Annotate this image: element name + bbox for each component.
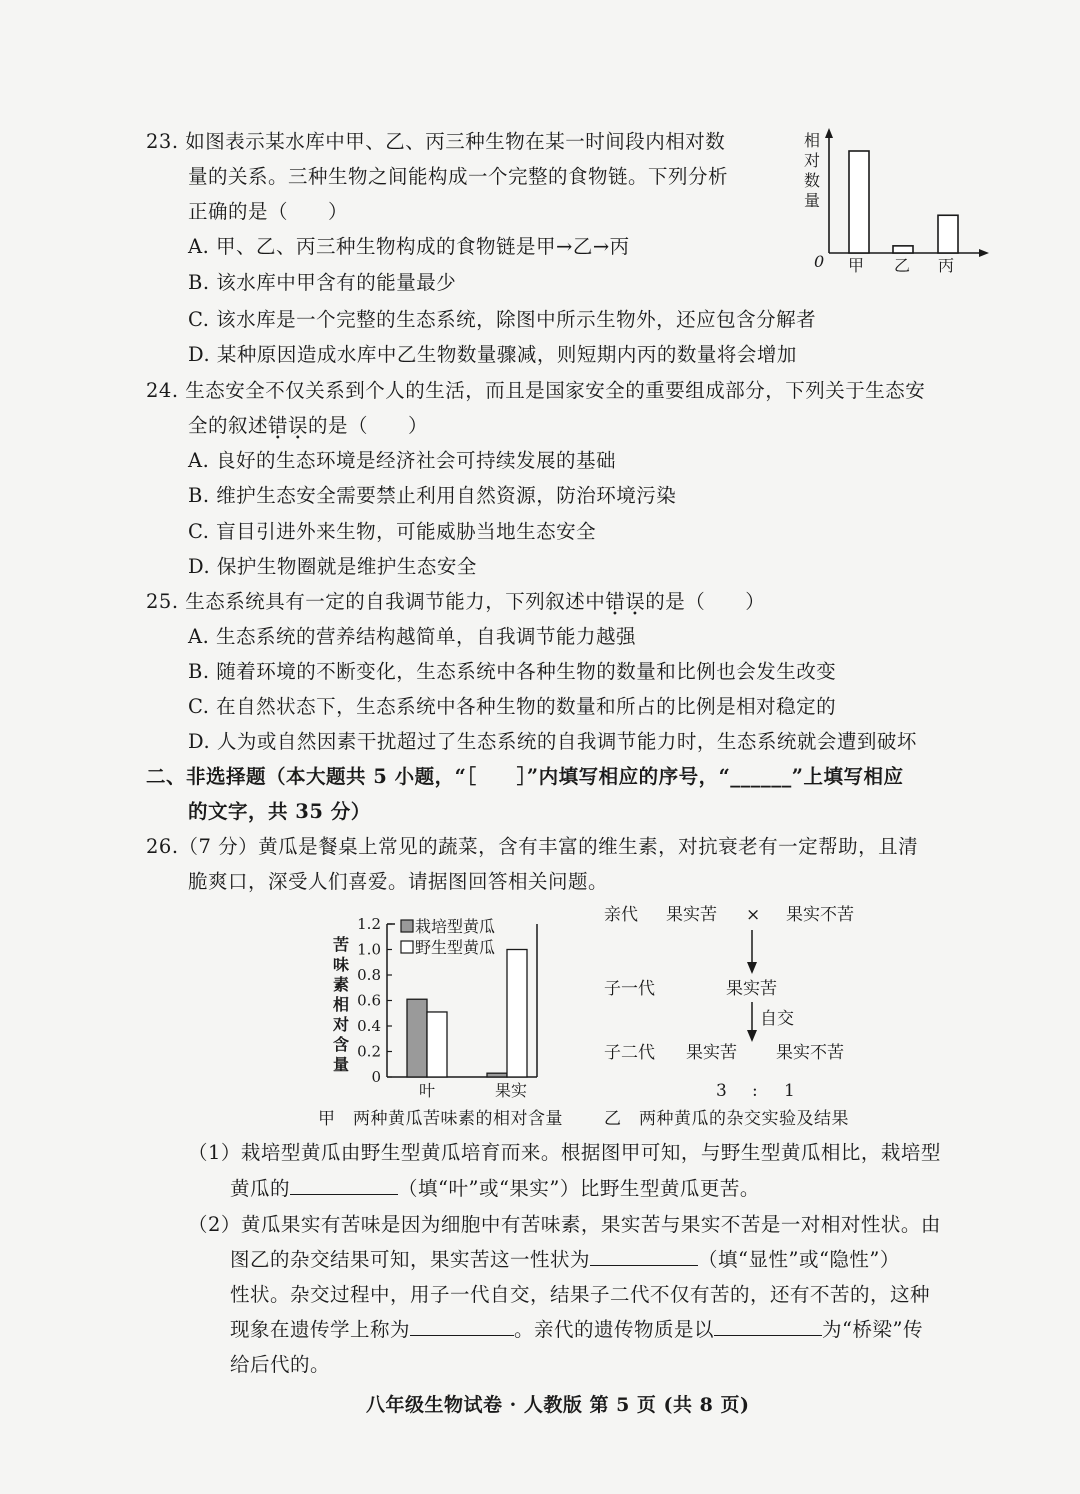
q24-option-d: D. 保护生物圈就是维护生态安全 bbox=[188, 555, 477, 578]
yi-f2-label: 子二代 bbox=[604, 1043, 655, 1063]
jia-ytick-label: 0.6 bbox=[357, 991, 381, 1010]
jia-bar-wild-果实 bbox=[507, 950, 527, 1078]
q25-option-d: D. 人为或自然因素干扰超过了生态系统的自我调节能力时，生态系统就会遭到破坏 bbox=[188, 730, 917, 753]
q23-ylabel-char: 相 bbox=[804, 131, 821, 150]
q24-stem-line2: 全的叙述错误的是（ ） bbox=[188, 414, 429, 437]
q23-bar-甲 bbox=[849, 151, 869, 253]
answer-blank-2[interactable] bbox=[590, 1247, 698, 1266]
q23-option-a: A. 甲、乙、丙三种生物构成的食物链是甲→乙→丙 bbox=[188, 235, 630, 258]
q23-option-b: B. 该水库中甲含有的能量最少 bbox=[188, 271, 457, 294]
q26-fig-jia-chart bbox=[325, 910, 565, 1110]
q26-p2-line3: 性状。杂交过程中，用子一代自交，结果子二代不仅有苦的，还有不苦的，这种 bbox=[230, 1283, 931, 1306]
yi-f1: 果实苦 bbox=[726, 979, 777, 999]
q24-option-b: B. 维护生态安全需要禁止利用自然资源，防治环境污染 bbox=[188, 484, 677, 507]
yi-ratio-left: 3 bbox=[716, 1081, 727, 1100]
jia-ylabel-char: 素 bbox=[333, 975, 350, 994]
q26-p1-line1: （1）栽培型黄瓜由野生型黄瓜培育而来。根据图甲可知，与野生型黄瓜相比，栽培型 bbox=[188, 1141, 941, 1164]
jia-ytick-label: 0 bbox=[371, 1068, 381, 1086]
jia-ytick-label: 1.0 bbox=[357, 940, 381, 959]
yi-p-label: 亲代 bbox=[604, 905, 638, 925]
jia-ytick-label: 0.8 bbox=[357, 966, 381, 984]
q23-y-arrow bbox=[825, 128, 833, 138]
yi-f2-right: 果实不苦 bbox=[776, 1043, 844, 1063]
q25-option-a: A. 生态系统的营养结构越简单，自我调节能力越强 bbox=[188, 625, 636, 648]
legend-swatch-wild bbox=[401, 941, 413, 953]
q24-stem-line1: 24. 生态安全不仅关系到个人的生活，而且是国家安全的重要组成部分，下列关于生态安 bbox=[146, 379, 926, 402]
jia-ylabel-char: 味 bbox=[333, 955, 350, 974]
q25-option-c: C. 在自然状态下，生态系统中各种生物的数量和所占的比例是相对稳定的 bbox=[188, 695, 837, 718]
jia-xlabel: 叶 bbox=[419, 1081, 436, 1100]
q23-ylabel-char: 量 bbox=[804, 191, 821, 210]
yi-p-right: 果实不苦 bbox=[786, 905, 854, 925]
q26-p1-line2: 黄瓜的 （填“叶”或“果实”）比野生型黄瓜更苦。 bbox=[230, 1177, 760, 1200]
q25-stem: 25. 生态系统具有一定的自我调节能力，下列叙述中错误的是（ ） bbox=[146, 590, 766, 613]
q23-xlabel: 甲 bbox=[848, 256, 865, 275]
legend-swatch-cultivated bbox=[401, 920, 413, 932]
q23-origin: 0 bbox=[814, 252, 825, 271]
q26-p2-line1: （2）黄瓜果实有苦味是因为细胞中有苦味素，果实苦与果实不苦是一对相对性状。由 bbox=[188, 1213, 941, 1236]
page-footer: 八年级生物试卷 · 人教版 第 5 页 (共 8 页) bbox=[366, 1394, 750, 1416]
fig-yi-caption: 乙 两种黄瓜的杂交实验及结果 bbox=[604, 1109, 849, 1129]
jia-xlabel: 果实 bbox=[495, 1081, 528, 1100]
jia-bar-cultivated-叶 bbox=[407, 999, 427, 1077]
jia-ytick-label: 1.2 bbox=[357, 915, 381, 933]
section2-heading-line1: 二、非选择题（本大题共 5 小题，“［ ］”内填写相应的序号，“______”上填写相应 bbox=[146, 765, 904, 788]
jia-ytick-label: 0.2 bbox=[357, 1042, 381, 1061]
jia-bar-wild-叶 bbox=[427, 1012, 447, 1077]
jia-ytick-label: 0.4 bbox=[357, 1017, 381, 1035]
q23-option-d: D. 某种原因造成水库中乙生物数量骤减，则短期内丙的数量将会增加 bbox=[188, 343, 797, 366]
yi-f1-label: 子一代 bbox=[604, 979, 655, 999]
q24-option-a: A. 良好的生态环境是经济社会可持续发展的基础 bbox=[188, 449, 616, 472]
answer-blank-3[interactable] bbox=[410, 1317, 514, 1336]
q23-option-c: C. 该水库是一个完整的生态系统，除图中所示生物外，还应包含分解者 bbox=[188, 308, 817, 331]
legend-cultivated: 栽培型黄瓜 bbox=[415, 917, 496, 936]
q26-p2-line4: 现象在遗传学上称为 。亲代的遗传物质是以 为“桥梁”传 bbox=[230, 1318, 923, 1341]
jia-ylabel-char: 苦 bbox=[333, 935, 350, 954]
q23-x-arrow bbox=[979, 249, 989, 257]
jia-ylabel-char: 相 bbox=[333, 995, 350, 1014]
q25-option-b: B. 随着环境的不断变化，生态系统中各种生物的数量和比例也会发生改变 bbox=[188, 660, 837, 683]
q23-ylabel-char: 数 bbox=[804, 171, 821, 190]
q23-xlabel: 丙 bbox=[938, 256, 955, 275]
answer-blank-4[interactable] bbox=[714, 1317, 822, 1336]
q26-p2-line2: 图乙的杂交结果可知，果实苦这一性状为 （填“显性”或“隐性”） bbox=[230, 1248, 900, 1271]
answer-blank-1[interactable] bbox=[290, 1176, 398, 1195]
q23-xlabel: 乙 bbox=[894, 256, 911, 275]
q23-stem-line3: 正确的是（ ） bbox=[188, 200, 349, 223]
fig-jia-caption: 甲 两种黄瓜苦味素的相对含量 bbox=[318, 1109, 563, 1129]
section2-heading-line2: 的文字，共 35 分） bbox=[188, 800, 371, 823]
q26-stem-line2: 脆爽口，深受人们喜爱。请据图回答相关问题。 bbox=[188, 870, 609, 893]
jia-ylabel-char: 含 bbox=[333, 1035, 350, 1054]
q23-bar-丙 bbox=[938, 215, 958, 253]
q23-bar-乙 bbox=[893, 246, 913, 253]
q24-option-c: C. 盲目引进外来生物，可能威胁当地生态安全 bbox=[188, 520, 597, 543]
q23-stem-line2: 量的关系。三种生物之间能构成一个完整的食物链。下列分析 bbox=[188, 165, 729, 188]
yi-p-left: 果实苦 bbox=[666, 905, 717, 925]
jia-ylabel-char: 对 bbox=[333, 1015, 350, 1034]
q23-ylabel-char: 对 bbox=[804, 151, 821, 170]
yi-f2-left: 果实苦 bbox=[686, 1043, 737, 1063]
jia-bar-cultivated-果实 bbox=[487, 1073, 507, 1077]
legend-wild: 野生型黄瓜 bbox=[415, 938, 496, 957]
q26-stem-line1: 26.（7 分）黄瓜是餐桌上常见的蔬菜，含有丰富的维生素，对抗衰老有一定帮助，且清 bbox=[146, 835, 919, 858]
q26-fig-yi-cross-diagram bbox=[596, 900, 896, 1100]
yi-ratio-colon: : bbox=[752, 1081, 758, 1100]
yi-selfing: 自交 bbox=[760, 1009, 794, 1029]
yi-ratio-right: 1 bbox=[784, 1081, 795, 1100]
q23-stem-line1: 23. 如图表示某水库中甲、乙、丙三种生物在某一时间段内相对数 bbox=[146, 130, 726, 153]
yi-cross: × bbox=[746, 905, 761, 925]
q23-bar-chart bbox=[796, 126, 996, 276]
jia-ylabel-char: 量 bbox=[333, 1055, 350, 1074]
q26-p2-line5: 给后代的。 bbox=[230, 1353, 331, 1376]
